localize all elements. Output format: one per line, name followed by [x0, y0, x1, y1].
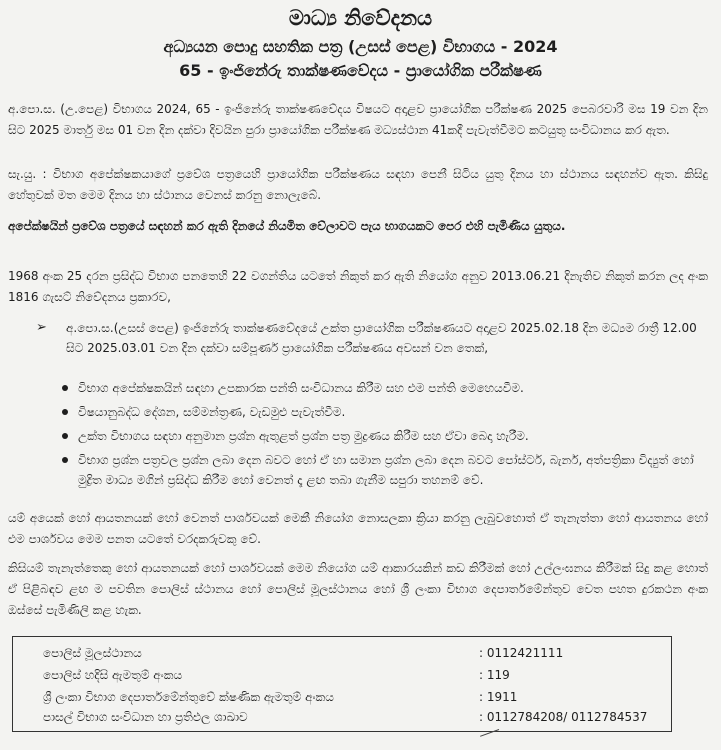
contact-label: ශ්‍රී ලංකා විභාග දෙපාර්තමේන්තුවේ ක්ෂණික ඇමතුම් අංකය — [43, 690, 334, 704]
arrival-paragraph: අපේක්ෂයින් ප්‍රවේශ පත්‍රයේ සඳහන් කර ඇති දිනයේ නියමිත වේලාවට පැය භාගයකට පෙර එහි පැමිණිය යුතුය. — [8, 219, 566, 233]
contact-number: : 0112784208/ 0112784537 — [479, 710, 648, 724]
list-item — [62, 426, 708, 446]
prohibitions-list — [62, 378, 708, 494]
bullet-dot-icon — [62, 433, 68, 439]
contact-row — [43, 665, 663, 685]
prohibition-period-item — [36, 318, 708, 358]
list-item-text: විෂයානුබද්ධ දේශන, සම්මන්ත්‍රණ, වැඩමුළු පැවැත්වීම. — [78, 405, 346, 419]
complaint-paragraph: කිසියම් තැනැත්තෙකු හෝ ආයතනයක් හෝ පාර්ශවයක් මෙම නියෝග යම් ආකාරයකින් කඩ කිරීමක් හෝ උල්ලංඝනය කිරීමක් සිදු කළ හොත් ඒ පිළිබඳව ළඟ ම පවතින පොලිස් ස්ථානය හෝ පොලිස් මූලස්ථානය හෝ ශ්‍රී ලංකා විභාග දෙපාර්තමේන්තුව වෙත පහත දුරකථන අංක ඔස්සේ පැමිණිලි කළ හැක. — [8, 561, 708, 617]
contact-number: : 0112421111 — [479, 646, 564, 660]
list-item — [62, 378, 708, 398]
bullet-dot-icon — [62, 457, 68, 463]
list-item-text: විභාග අපේක්ෂකයින් සඳහා උපකාරක පන්ති සංවිධානය කිරීම සහ එම පන්ති මෙහෙයවීම. — [78, 381, 524, 395]
contact-row — [43, 687, 663, 707]
contact-label: පොලිස් හදිසි ඇමතුම් අංකය — [43, 668, 183, 682]
list-item-text: උක්ත විභාගය සඳහා අනුමාන ප්‍රශ්න ඇතුළත් ප්‍රශ්න පත්‍ර මුද්‍රණය කිරීම සහ ඒවා බෙදා හැරීම. — [78, 429, 529, 443]
bullet-dot-icon — [62, 409, 68, 415]
note-paragraph: සැ.යු. : විභාග අපේක්ෂකයාගේ ප්‍රවේශ පත්‍රයෙහි ප්‍රායෝගික පරීක්ෂණය සඳහා පෙනී සිටිය යුතු දිනය හා ස්ථානය සඳහන්ව ඇත. කිසිදු හේතුවක් මත මෙම දිනය හා ස්ථානය වෙනස් කරනු නොලැබේ. — [8, 167, 708, 202]
subject-subtitle: 65 - ඉංජිනේරු තාක්ෂණවේදය - ප්‍රායෝගික පරීක්ෂණ — [179, 61, 542, 80]
arrow-bullet-icon: ➢ — [36, 320, 47, 335]
list-item-text: විභාග ප්‍රශ්න පත්‍රවල ප්‍රශ්න ලබා දෙන බවට හෝ ඒ හා සමාන ප්‍රශ්න ලබා දෙන බවට පෝස්ටර්, බැනර්, අත්පත්‍රිකා විද්‍යුත් හෝ මුද්‍රිත මාධ්‍ය මගින් ප්‍රසිද්ධ කිරීම හෝ වෙනත් දෑ ළඟ තබා ගැනීම සපුරා තහනම් වේ. — [78, 453, 694, 487]
list-item — [62, 402, 708, 422]
contact-number: : 119 — [479, 668, 510, 682]
contact-label: පාසල් විභාග සංවිධාන හා ප්‍රතිඵල ශාඛාව — [43, 710, 248, 724]
intro-paragraph: අ.පො.ස. (උ.පෙළ) විභාගය 2024, 65 - ඉංජිනේරු තාක්ෂණවේදය විෂයට අදාළව ප්‍රායෝගික පරීක්ෂණ 2025 පෙබරවාරි මස 19 වන දින සිට 2025 මාර්තු මස 01 වන දින දක්වා දිවයින පුරා ප්‍රායෝගික පරීක්ෂණ මධ්‍යස්ථාන 41කදී පැවැත්වීමට කටයුතු සංවිධානය කර ඇත. — [8, 102, 708, 137]
page-title: මාධ්‍ය නිවේදනය — [288, 6, 433, 30]
prohibition-period-text: අ.පො.ස.(උසස් පෙළ) ඉංජිනේරු තාක්ෂණවේදයේ උක්ත ප්‍රායෝගික පරීක්ෂණයට අදාළව 2025.02.18 දින මධ්‍යම රාත්‍රී 12.00 සිට 2025.03.01 වන දින දක්වා සම්පූර්ණ ප්‍රායෝගික පරීක්ෂණය අවසන් වන තෙක්, — [66, 321, 697, 355]
contact-numbers-box — [12, 636, 672, 732]
contact-number: : 1911 — [479, 690, 518, 704]
list-item — [62, 450, 708, 490]
offence-paragraph: යම් අයෙක් හෝ ආයතනයක් හෝ වෙනත් පාර්ශවයක් මෙකී නියෝග නොසලකා ක්‍රියා කරනු ලැබුවහොත් ඒ තැනැත්තා හෝ ආයතනය හෝ එම පාර්ශවය මෙම පනත යටතේ වරදකරුවකු වේ. — [8, 511, 708, 546]
contact-row — [43, 707, 663, 727]
bullet-dot-icon — [62, 385, 68, 391]
pen-mark — [480, 729, 504, 750]
contact-row — [43, 643, 663, 663]
gazette-paragraph: 1968 අංක 25 දරන ප්‍රසිද්ධ විභාග පනතෙහි 22 වගන්තිය යටතේ නිකුත් කර ඇති නියෝග අනුව 2013.06.21 දිනැතිව නිකුත් කරන ලද අංක 1816 ගැසට් නිවේදනය ප්‍රකාරව, — [8, 269, 708, 304]
contact-label: පොලිස් මූලස්ථානය — [43, 646, 142, 660]
exam-subtitle: අධ්‍යයන පොදු සහතික පත්‍ර (උසස් පෙළ) විභාගය - 2024 — [163, 37, 558, 56]
